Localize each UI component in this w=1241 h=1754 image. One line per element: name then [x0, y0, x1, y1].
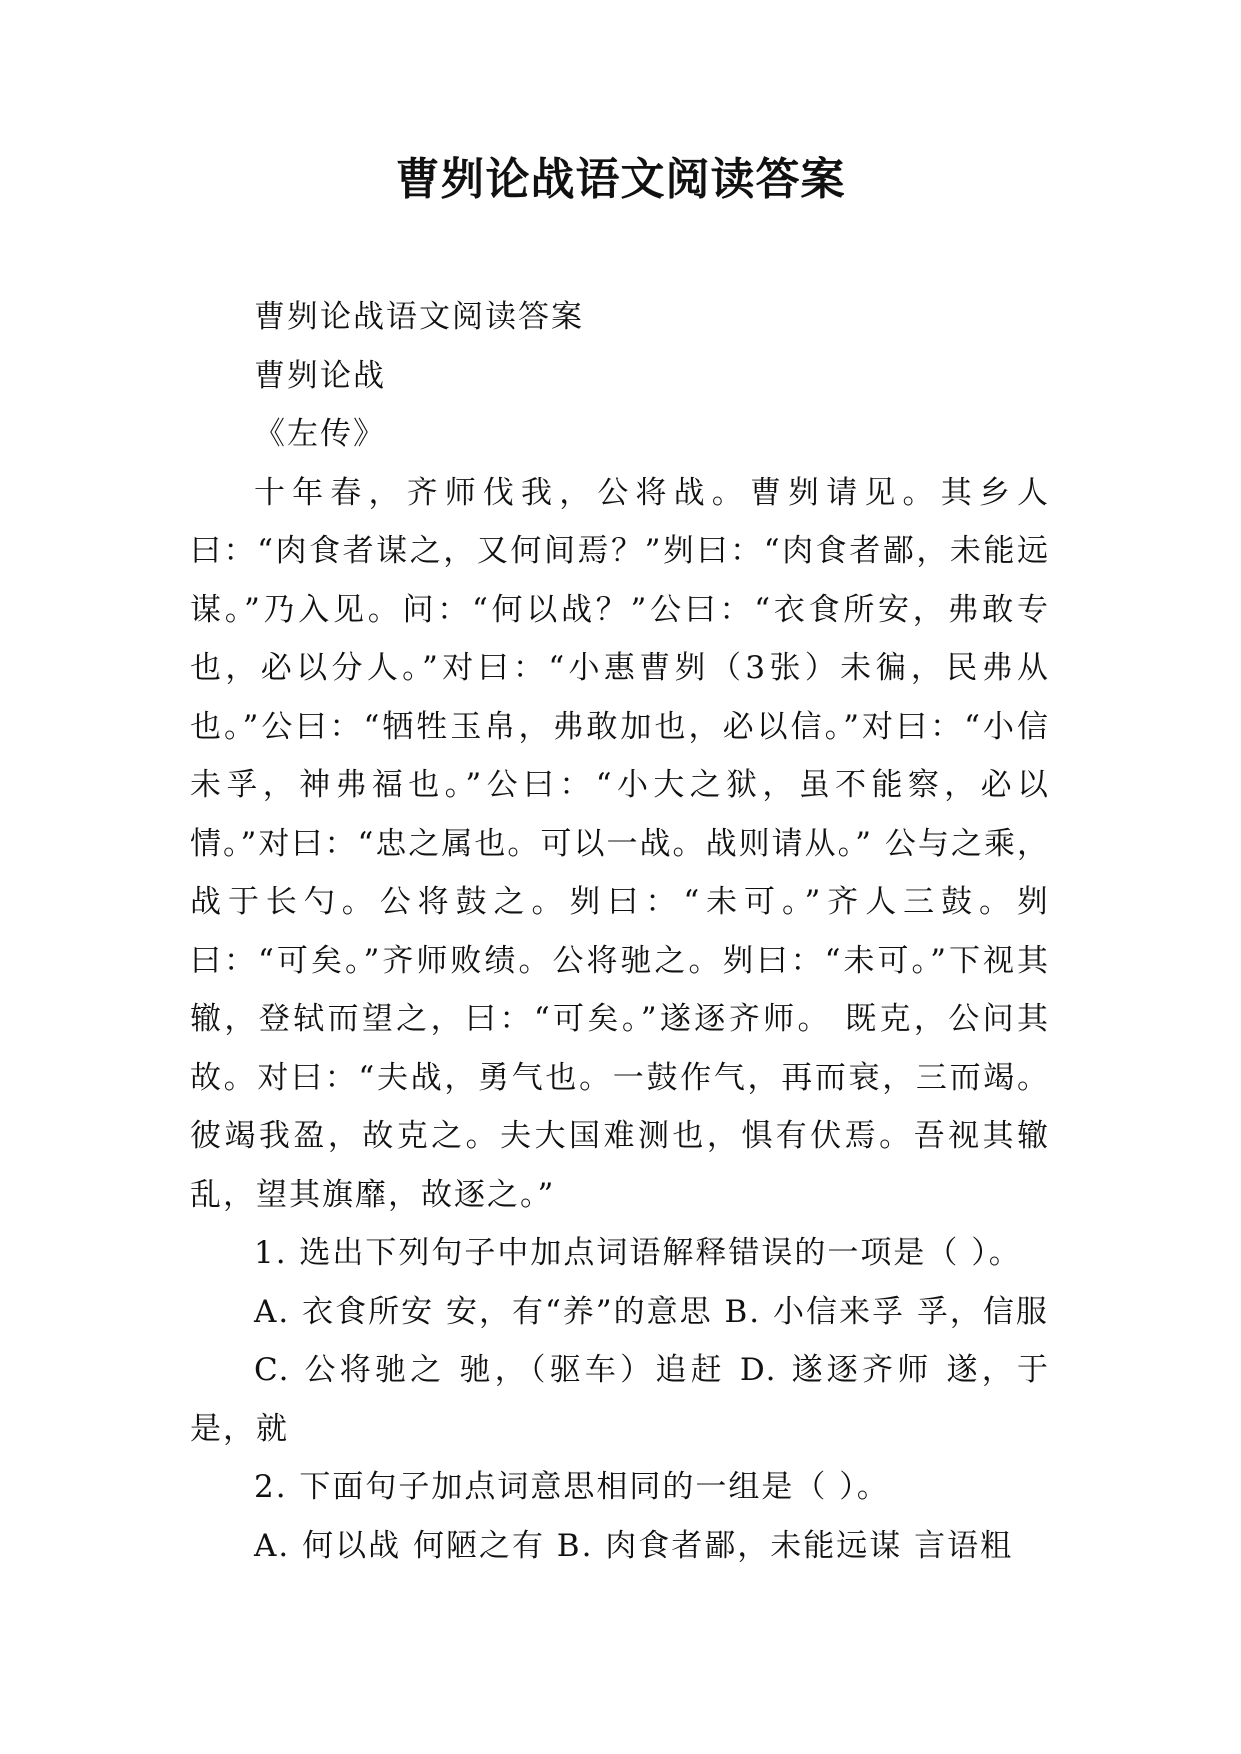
document-body: [190, 288, 1050, 1575]
question-1-options-cd: C. 公将驰之 驰，（驱车）追赶 D. 遂逐齐师 遂，于是，就: [190, 1352, 1050, 1447]
body-paragraph-subtitle: 曹刿论战: [254, 357, 386, 394]
body-paragraph-heading: 曹刿论战语文阅读答案: [254, 299, 584, 335]
body-paragraph-passage: 十年春，齐师伐我，公将战。曹刿请见。其乡人曰：“肉食者谋之，又何间焉？”刿曰：“肉食者鄙，未能远谋。”乃入见。问：“何以战？”公曰：“衣食所安，弗敢专也，必以分人。”对曰：“小惠曹刿（3张）未徧，民弗从也。”公曰：“牺牲玉帛，弗敢加也，必以信。”对曰：“小信未孚，神弗福也。”公曰：“小大之狱，虽不能察，必以情。”对曰：“忠之属也。可以一战。战则请从。” 公与之乘，战于长勺。公将鼓之。刿曰：“未可。”齐人三鼓。刿曰：“可矣。”齐师败绩。公将驰之。刿曰：“未可。”下视其辙，登轼而望之，曰：“可矣。”遂逐齐师。 既克，公问其故。对曰：“夫战，勇气也。一鼓作气，再而衰，三而竭。彼竭我盈，故克之。夫大国难测也，惧有伏焉。吾视其辙乱，望其旗靡，故逐之。”: [190, 474, 1050, 1213]
body-paragraph-source: 《左传》: [254, 416, 386, 452]
question-2-options-ab: A. 何以战 何陋之有 B. 肉食者鄙，未能远谋 言语粗: [254, 1527, 1014, 1564]
question-2: 2. 下面句子加点词意思相同的一组是（ ）。: [254, 1469, 890, 1505]
document-title: 曹刿论战语文阅读答案: [395, 154, 846, 205]
question-1: 1. 选出下列句子中加点词语解释错误的一项是（ ）。: [254, 1235, 1022, 1271]
question-1-options-ab: A. 衣食所安 安，有“养”的意思 B. 小信来孚 孚，信服: [254, 1293, 1049, 1330]
